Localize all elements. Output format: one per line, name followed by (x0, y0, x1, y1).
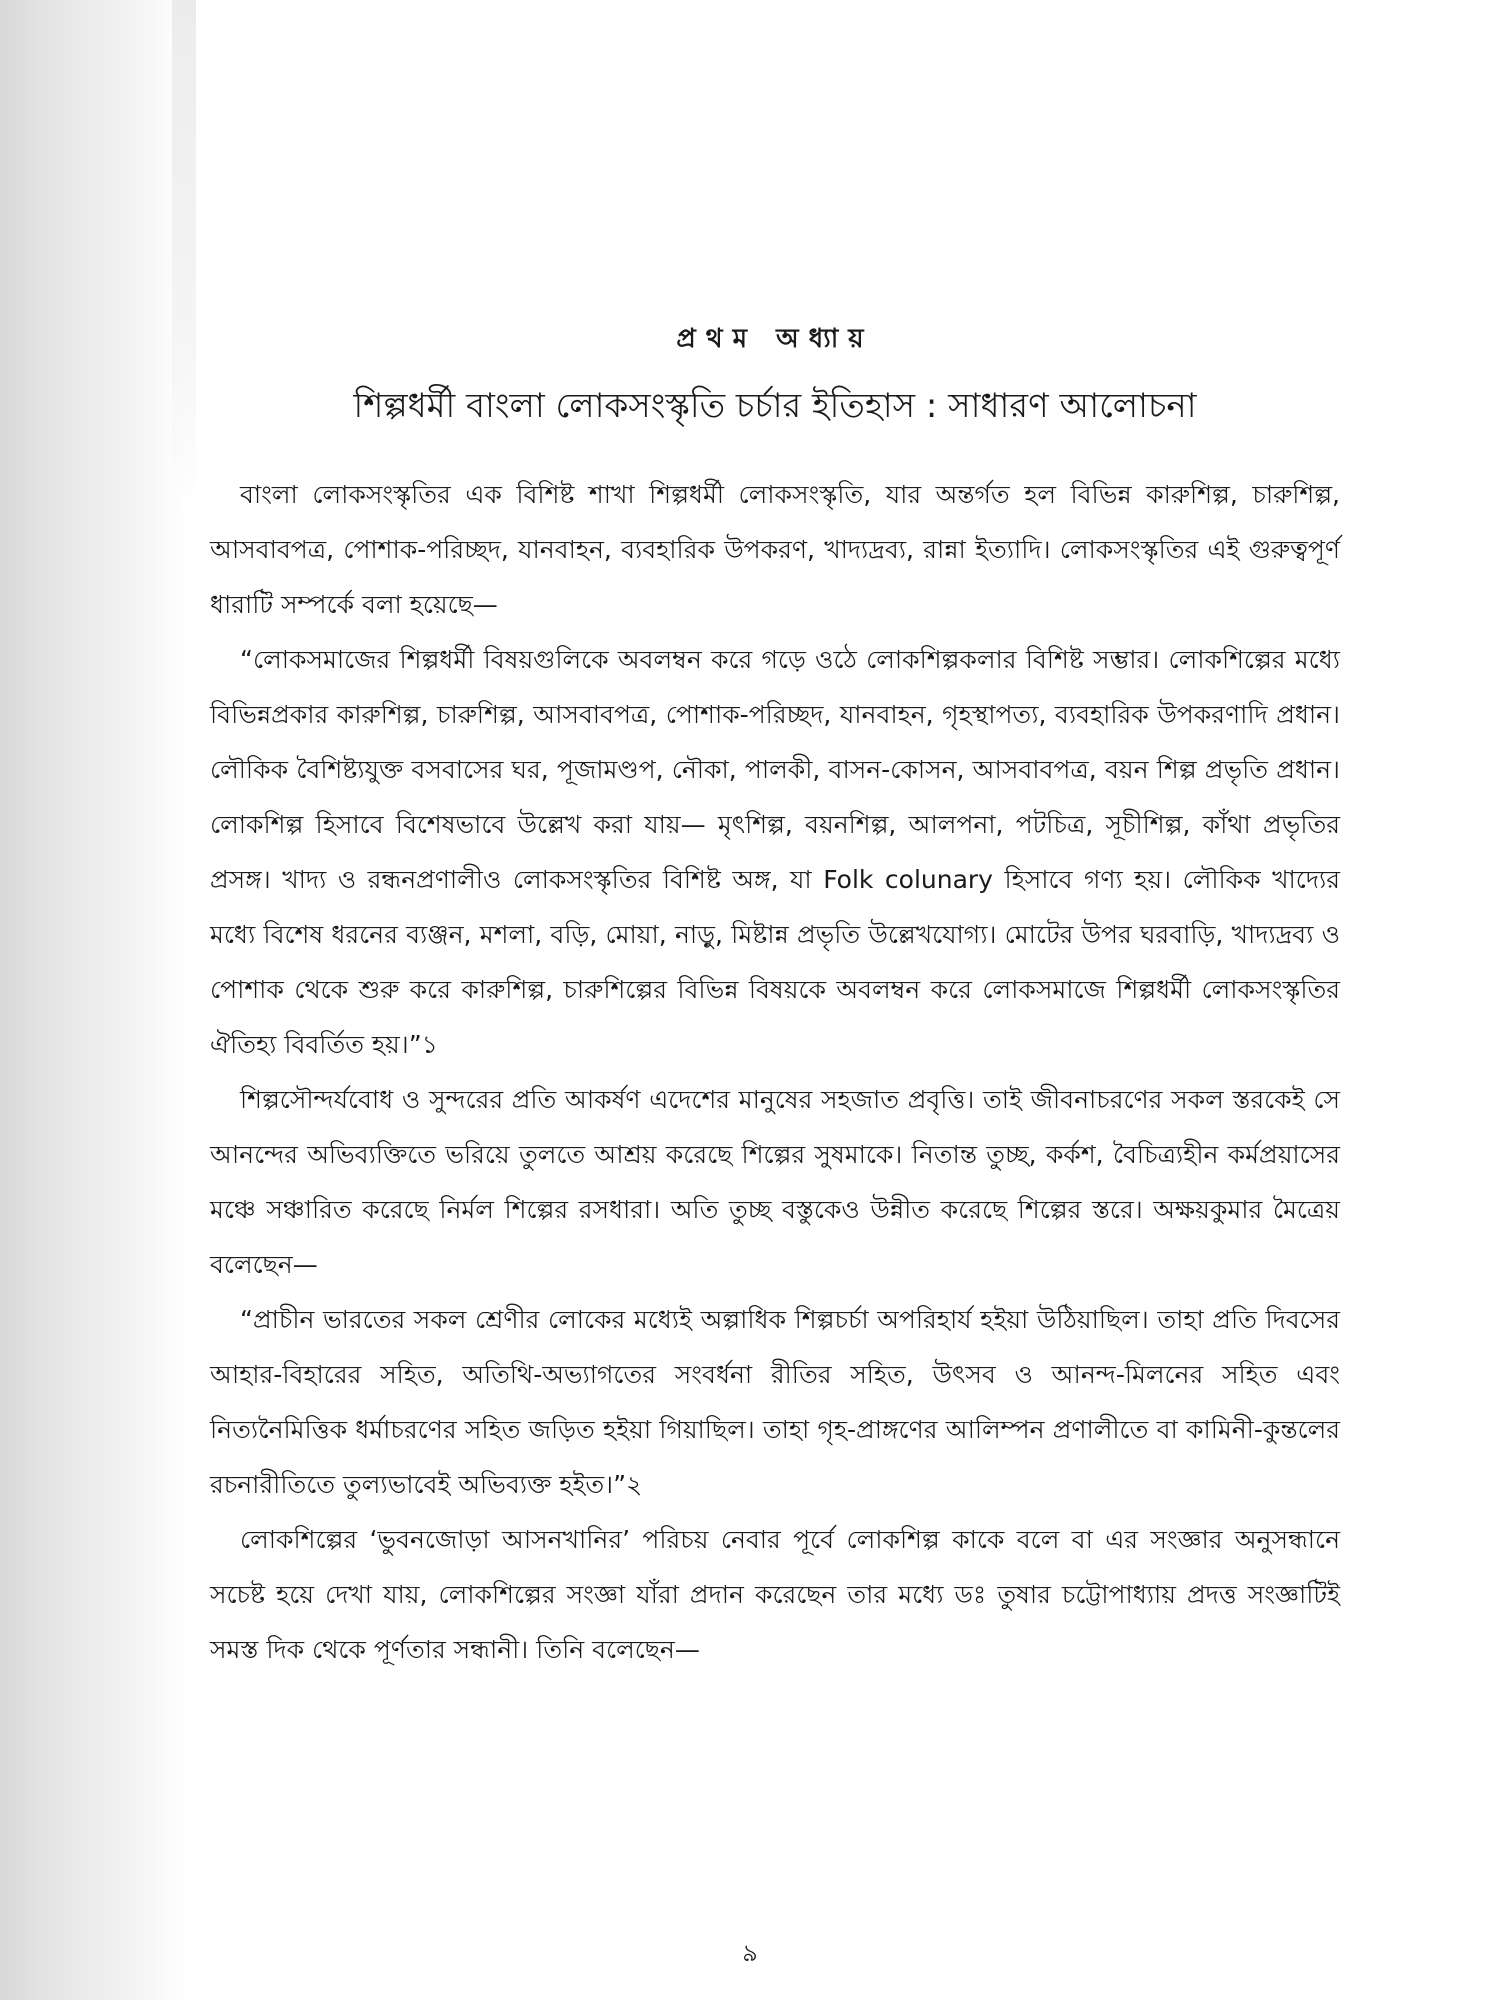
paragraph-definition: লোকশিল্পের ‘ভুবনজোড়া আসনখানির’ পরিচয় নেবার পূর্বে লোকশিল্প কাকে বলে বা এর সংজ্ঞার অনুসন্ধানে সচেষ্ট হয়ে দেখা যায়, লোকশিল্পের সংজ্ঞা যাঁরা প্রদান করেছেন তার মধ্যে ডঃ তুষার চট্টোপাধ্যায় প্রদত্ত সংজ্ঞাটিই সমস্ত দিক থেকে পূর্ণতার সন্ধানী। তিনি বলেছেন— (210, 1525, 1340, 1664)
chapter-label: প্রথম অধ্যায় (676, 324, 874, 354)
page-content (210, 318, 1340, 1677)
page-edge-shadow-top (172, 0, 196, 520)
page-edge-shadow (0, 0, 185, 2000)
paragraph-aesthetic: শিল্পসৌন্দর্যবোধ ও সুন্দরের প্রতি আকর্ষণ এদেশের মানুষের সহজাত প্রবৃত্তি। তাই জীবনাচরণের সকল স্তরকেই সে আনন্দের অভিব্যক্তিতে ভরিয়ে তুলতে আশ্রয় করেছে শিল্পের সুষমাকে। নিতান্ত তুচ্ছ, কর্কশ, বৈচিত্র্যহীন কর্মপ্রয়াসের মঞ্চে সঞ্চারিত করেছে নির্মল শিল্পের রসধারা। অতি তুচ্ছ বস্তুকেও উন্নীত করেছে শিল্পের স্তরে। অক্ষয়কুমার মৈত্রেয় বলেছেন— (210, 1085, 1340, 1279)
paragraph-intro: বাংলা লোকসংস্কৃতির এক বিশিষ্ট শাখা শিল্পধর্মী লোকসংস্কৃতি, যার অন্তর্গত হল বিভিন্ন কারুশিল্প, চারুশিল্প, আসবাবপত্র, পোশাক-পরিচ্ছদ, যানবাহন, ব্যবহারিক উপকরণ, খাদ্যদ্রব্য, রান্না ইত্যাদি। লোকসংস্কৃতির এই গুরুত্বপূর্ণ ধারাটি সম্পর্কে বলা হয়েছে— (210, 480, 1340, 619)
quote-2: “প্রাচীন ভারতের সকল শ্রেণীর লোকের মধ্যেই অল্পাধিক শিল্পচর্চা অপরিহার্য হইয়া উঠিয়াছিল। তাহা প্রতি দিবসের আহার-বিহারের সহিত, অতিথি-অভ্যাগতের সংবর্ধনা রীতির সহিত, উৎসব ও আনন্দ-মিলনের সহিত এবং নিত্যনৈমিত্তিক ধর্মাচরণের সহিত জড়িত হইয়া গিয়াছিল। তাহা গৃহ-প্রাঙ্গণের আলিম্পন প্রণালীতে বা কামিনী-কুন্তলের রচনারীতিতে তুল্যভাবেই অভিব্যক্ত হইত।”২ (210, 1305, 1340, 1499)
page-number: ৯ (742, 1939, 758, 1967)
quote-1: “লোকসমাজের শিল্পধর্মী বিষয়গুলিকে অবলম্বন করে গড়ে ওঠে লোকশিল্পকলার বিশিষ্ট সম্ভার। লোকশিল্পের মধ্যে বিভিন্নপ্রকার কারুশিল্প, চারুশিল্প, আসবাবপত্র, পোশাক-পরিচ্ছদ, যানবাহন, গৃহস্থাপত্য, ব্যবহারিক উপকরণাদি প্রধান। লৌকিক বৈশিষ্ট্যযুক্ত বসবাসের ঘর, পূজামণ্ডপ, নৌকা, পালকী, বাসন-কোসন, আসবাবপত্র, বয়ন শিল্প প্রভৃতি প্রধান। লোকশিল্প হিসাবে বিশেষভাবে উল্লেখ করা যায়— মৃৎশিল্প, বয়নশিল্প, আলপনা, পটচিত্র, সূচীশিল্প, কাঁথা প্রভৃতির প্রসঙ্গ। খাদ্য ও রন্ধনপ্রণালীও লোকসংস্কৃতির বিশিষ্ট অঙ্গ, যা Folk colunary হিসাবে গণ্য হয়। লৌকিক খাদ্যের মধ্যে বিশেষ ধরনের ব্যঞ্জন, মশলা, বড়ি, মোয়া, নাড়ু, মিষ্টান্ন প্রভৃতি উল্লেখযোগ্য। মোটের উপর ঘরবাড়ি, খাদ্যদ্রব্য ও পোশাক থেকে শুরু করে কারুশিল্প, চারুশিল্পের বিভিন্ন বিষয়কে অবলম্বন করে লোকসমাজে শিল্পধর্মী লোকসংস্কৃতির ঐতিহ্য বিবর্তিত হয়।”১ (210, 645, 1340, 1059)
chapter-title: শিল্পধর্মী বাংলা লোকসংস্কৃতি চর্চার ইতিহাস : সাধারণ আলোচনা (353, 386, 1197, 426)
